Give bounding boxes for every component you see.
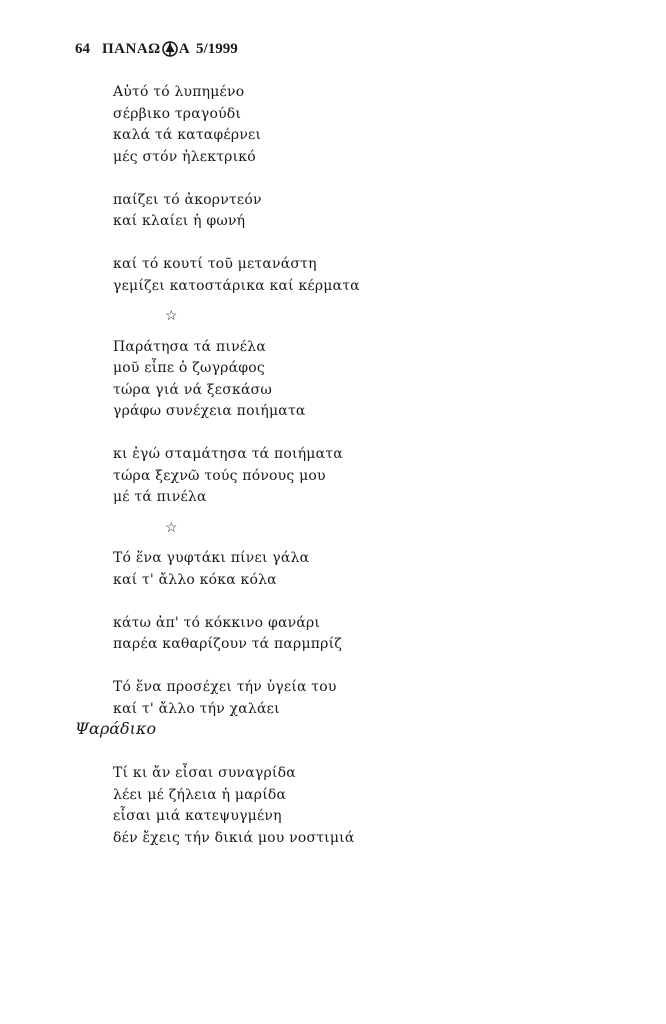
- verse-line: σέρβικο τραγούδι: [113, 105, 242, 122]
- poems-block: [113, 82, 633, 720]
- verse-line: Παράτησα τά πινέλα: [113, 338, 266, 355]
- verse-line: εἶσαι μιά κατεψυγμένη: [113, 808, 282, 824]
- running-header: [75, 41, 238, 58]
- star-separator: ☆: [165, 308, 178, 324]
- verse-line: καί τό κουτί τοῦ μετανάστη: [113, 256, 317, 272]
- verse-line: τώρα ξεχνῶ τούς πόνους μου: [113, 467, 326, 484]
- verse-line: μοῦ εἶπε ὁ ζωγράφος: [113, 360, 265, 376]
- verse-line: μέ τά πινέλα: [113, 489, 207, 505]
- verse-line: κάτω ἀπ' τό κόκκινο φανάρι: [113, 614, 321, 631]
- verse-line: καί τ' ἄλλο κόκα κόλα: [113, 571, 277, 588]
- poem3-stanza: [113, 677, 633, 720]
- magazine-title: [102, 41, 190, 58]
- poem2-stanza: [113, 444, 633, 509]
- verse-line: κι ἐγώ σταμάτησα τά ποιήματα: [113, 446, 343, 462]
- magazine-title-part2: Α: [178, 41, 191, 57]
- poem3-stanza: [113, 548, 633, 591]
- verse-line: δέν ἔχεις τήν δικιά μου νοστιμιά: [113, 829, 355, 846]
- magazine-logo-icon: [162, 41, 178, 57]
- verse-line: καί κλαίει ἡ φωνή: [113, 213, 246, 229]
- poem1-stanza: [113, 254, 633, 297]
- poem2-stanza: [113, 337, 633, 423]
- verse-line: μές στόν ἠλεκτρικό: [113, 148, 256, 165]
- verse-line: λέει μέ ζήλεια ἡ μαρίδα: [113, 786, 287, 803]
- poem1-stanza: [113, 190, 633, 233]
- section-poem: [113, 763, 633, 849]
- poem1-stanza: [113, 82, 633, 168]
- verse-line: παρέα καθαρίζουν τά παρμπρίζ: [113, 636, 343, 652]
- section-title: Ψαράδικο: [75, 719, 157, 738]
- verse-line: Αὐτό τό λυπημένο: [113, 84, 245, 100]
- star-separator: ☆: [165, 519, 178, 536]
- verse-line: Τό ἕνα γυφτάκι πίνει γάλα: [113, 550, 310, 566]
- verse-line: τώρα γιά νά ξεσκάσω: [113, 381, 272, 398]
- page-number: 64: [75, 41, 90, 57]
- issue-number: 5/1999: [196, 41, 238, 57]
- verse-line: γεμίζει κατοστάρικα καί κέρματα: [113, 277, 360, 294]
- verse-line: παίζει τό ἀκορντεόν: [113, 191, 262, 208]
- magazine-title-part1: ΠΑΝΑΩ: [102, 41, 161, 57]
- verse-line: καί τ' ἄλλο τήν χαλάει: [113, 700, 280, 717]
- verse-line: Τί κι ἄν εἶσαι συναγρίδα: [113, 765, 296, 781]
- verse-line: Τό ἕνα προσέχει τήν ὑγεία του: [113, 679, 337, 695]
- verse-line: καλά τά καταφέρνει: [113, 127, 262, 143]
- verse-line: γράφω συνέχεια ποιήματα: [113, 403, 306, 419]
- poem3-stanza: [113, 613, 633, 656]
